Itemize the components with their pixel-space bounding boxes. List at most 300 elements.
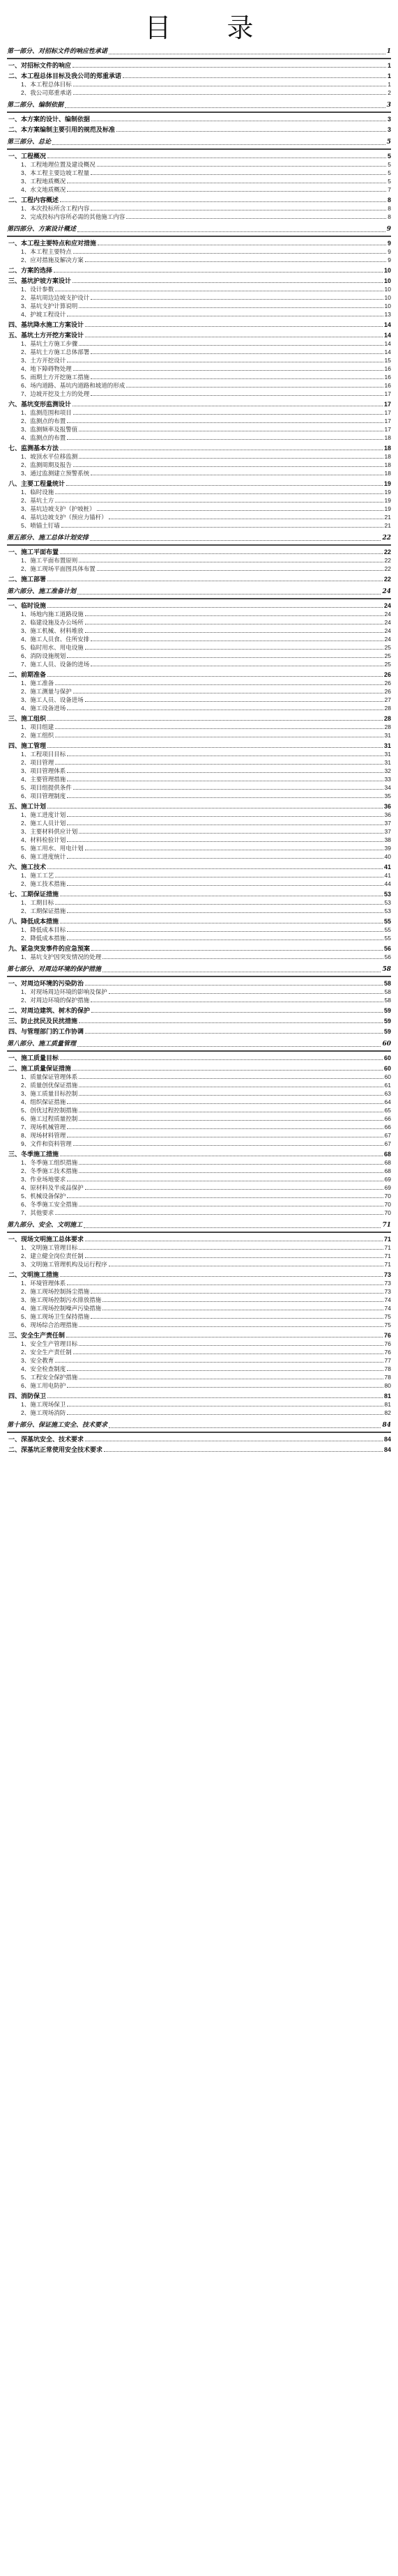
toc-entry-text: 5、项目组提供条件: [21, 784, 72, 791]
toc-entry-text: 4、安全检查制度: [21, 1365, 66, 1372]
part-divider: [7, 112, 391, 113]
toc-entry-text: 2、施工现场控制扬尘措施: [21, 1288, 90, 1295]
dot-leader: [97, 166, 387, 167]
toc-entry-page-number: 17: [383, 401, 391, 408]
toc-entry-page-number: 10: [384, 286, 391, 293]
toc-entry-sec[interactable]: [7, 1098, 391, 1106]
toc-entry-sec[interactable]: [7, 907, 391, 915]
toc-entry-sec[interactable]: [7, 660, 391, 668]
toc-entry-text: 二、前期准备: [8, 671, 47, 678]
toc-entry-text: 9、文件和资料管理: [21, 1140, 72, 1147]
dot-leader: [79, 307, 383, 308]
toc-entry-chap[interactable]: [7, 1017, 391, 1025]
toc-entry-page-number: 5: [387, 153, 391, 160]
toc-entry-sec[interactable]: [7, 953, 391, 961]
dot-leader: [79, 458, 383, 459]
toc-entry-sec[interactable]: [7, 827, 391, 836]
dot-leader: [102, 1301, 383, 1302]
dot-leader: [73, 1145, 383, 1146]
toc-entry-sec[interactable]: [7, 169, 391, 177]
toc-entry-text: 七、监测基本方法: [8, 445, 59, 452]
toc-entry-chap[interactable]: [7, 917, 391, 926]
toc-entry-chap[interactable]: [7, 601, 391, 610]
toc-entry-sec[interactable]: [7, 871, 391, 880]
toc-entry-page-number: 18: [384, 453, 391, 460]
toc-entry-sec[interactable]: [7, 505, 391, 513]
toc-entry-sec[interactable]: [7, 417, 391, 425]
toc-entry-text: 5、雨期土方开挖施工措施: [21, 374, 90, 381]
toc-entry-sec[interactable]: [7, 1365, 391, 1373]
toc-entry-sec[interactable]: [7, 836, 391, 844]
toc-entry-text: 1、场地内施工道路设施: [21, 611, 84, 618]
toc-entry-page-number: 31: [384, 732, 391, 739]
toc-entry-sec[interactable]: [7, 1209, 391, 1217]
toc-entry-text: 一、施工平面布置: [8, 549, 59, 555]
toc-entry-page-number: 55: [383, 918, 391, 925]
toc-entry-sec[interactable]: [7, 80, 391, 89]
toc-entry-page-number: 66: [384, 1115, 391, 1122]
toc-entry-sec[interactable]: [7, 1140, 391, 1148]
toc-entry-page-number: 16: [384, 374, 391, 381]
toc-entry-page-number: 70: [384, 1209, 391, 1216]
toc-entry-page-number: 58: [382, 966, 391, 973]
toc-entry-chap[interactable]: [7, 1392, 391, 1400]
dot-leader: [67, 1387, 383, 1388]
toc-entry-sec[interactable]: [7, 996, 391, 1004]
toc-entry-chap[interactable]: [7, 863, 391, 871]
toc-entry-page-number: 69: [384, 1184, 391, 1191]
toc-entry-part[interactable]: [7, 1221, 391, 1230]
toc-entry-text: 4、地下障碍物处理: [21, 365, 72, 372]
toc-entry-chap[interactable]: [7, 480, 391, 488]
dot-leader: [73, 414, 383, 415]
toc-entry-sec[interactable]: [7, 635, 391, 643]
toc-entry-sec[interactable]: [7, 1381, 391, 1390]
toc-entry-text: 四、与管理部门的工作协调: [8, 1028, 84, 1035]
toc-entry-sec[interactable]: [7, 213, 391, 221]
toc-entry-chap[interactable]: [7, 714, 391, 723]
toc-entry-sec[interactable]: [7, 390, 391, 398]
toc-entry-chap[interactable]: [7, 115, 391, 123]
toc-entry-sec[interactable]: [7, 247, 391, 256]
toc-entry-page-number: 5: [388, 169, 391, 176]
toc-entry-chap[interactable]: [7, 1006, 391, 1015]
toc-entry-sec[interactable]: [7, 1158, 391, 1167]
toc-entry-sec[interactable]: [7, 425, 391, 434]
toc-entry-sec[interactable]: [7, 844, 391, 852]
dot-leader: [60, 1059, 383, 1060]
toc-entry-text: 1、安全生产管理目标: [21, 1340, 78, 1347]
toc-entry-sec[interactable]: [7, 160, 391, 169]
toc-entry-text: 五、基坑土方开挖方案设计: [8, 332, 84, 339]
toc-entry-page-number: 68: [384, 1159, 391, 1166]
toc-entry-text: 6、项目管理制度: [21, 792, 66, 799]
toc-entry-chap[interactable]: [7, 548, 391, 556]
toc-entry-sec[interactable]: [7, 1192, 391, 1200]
toc-entry-part[interactable]: [7, 101, 391, 110]
dot-leader: [79, 1172, 383, 1173]
dot-leader: [79, 1120, 383, 1121]
toc-entry-sec[interactable]: [7, 1073, 391, 1081]
toc-entry-sec[interactable]: [7, 1114, 391, 1123]
toc-entry-sec[interactable]: [7, 1400, 391, 1409]
toc-entry-text: 第七部分、对周边环境的保护措施: [7, 966, 102, 973]
dot-leader: [67, 912, 383, 913]
toc-entry-chap[interactable]: [7, 125, 391, 134]
toc-entry-part[interactable]: [7, 588, 391, 597]
toc-entry-page-number: 55: [384, 935, 391, 942]
toc-entry-sec[interactable]: [7, 1356, 391, 1365]
toc-entry-text: 4、原材料及半成品保护: [21, 1184, 84, 1191]
dot-leader: [91, 1012, 383, 1013]
toc-entry-sec[interactable]: [7, 1373, 391, 1381]
toc-entry-page-number: 5: [386, 139, 391, 146]
toc-entry-part[interactable]: [7, 1421, 391, 1430]
toc-entry-page-number: 35: [384, 792, 391, 799]
toc-entry-page-number: 17: [384, 426, 391, 433]
toc-entry-text: 2、降低成本措施: [21, 935, 66, 942]
toc-entry-page-number: 14: [384, 348, 391, 355]
toc-entry-sec[interactable]: [7, 1106, 391, 1114]
dot-leader: [60, 553, 383, 554]
toc-entry-chap[interactable]: [7, 72, 391, 80]
toc-entry-text: 4、组织保证措施: [21, 1098, 66, 1105]
toc-entry-sec[interactable]: [7, 758, 391, 767]
toc-entry-sec[interactable]: [7, 723, 391, 731]
toc-entry-chap[interactable]: [7, 1027, 391, 1036]
dot-leader: [67, 841, 383, 842]
dot-leader: [126, 218, 386, 219]
toc-entry-sec[interactable]: [7, 926, 391, 934]
toc-entry-page-number: 76: [383, 1332, 391, 1339]
toc-entry-sec[interactable]: [7, 898, 391, 907]
dot-leader: [47, 1397, 383, 1398]
toc-entry-part[interactable]: [7, 47, 391, 56]
toc-entry-chap[interactable]: [7, 239, 391, 247]
toc-entry-chap[interactable]: [7, 890, 391, 898]
toc-entry-page-number: 18: [384, 461, 391, 468]
toc-entry-chap[interactable]: [7, 266, 391, 275]
toc-entry-sec[interactable]: [7, 293, 391, 302]
dot-leader: [47, 720, 383, 721]
toc-entry-sec[interactable]: [7, 704, 391, 712]
toc-entry-page-number: 32: [384, 767, 391, 774]
toc-entry-chap[interactable]: [7, 1235, 391, 1243]
toc-entry-sec[interactable]: [7, 365, 391, 373]
toc-entry-page-number: 24: [382, 588, 391, 595]
toc-entry-chap[interactable]: [7, 444, 391, 452]
toc-entry-text: 3、施工质量目标控制: [21, 1090, 78, 1097]
toc-entry-chap[interactable]: [7, 1446, 391, 1454]
toc-entry-sec[interactable]: [7, 731, 391, 739]
toc-entry-text: 5、施工现场卫生保持措施: [21, 1313, 90, 1320]
toc-entry-text: 3、监测频率及报警值: [21, 426, 78, 433]
toc-entry-text: 3、通过监测建立预警系统: [21, 470, 90, 477]
toc-entry-sec[interactable]: [7, 852, 391, 861]
toc-entry-chap[interactable]: [7, 1271, 391, 1279]
toc-entry-text: 1、设计参数: [21, 286, 54, 293]
toc-entry-sec[interactable]: [7, 679, 391, 687]
toc-entry-sec[interactable]: [7, 565, 391, 573]
toc-entry-page-number: 10: [384, 302, 391, 309]
toc-entry-page-number: 73: [383, 1271, 391, 1278]
toc-entry-text: 二、工程内容概述: [8, 197, 59, 204]
toc-entry-sec[interactable]: [7, 488, 391, 496]
toc-entry-sec[interactable]: [7, 1340, 391, 1348]
dot-leader: [65, 107, 385, 108]
toc-entry-chap[interactable]: [7, 277, 391, 285]
toc-entry-sec[interactable]: [7, 1167, 391, 1175]
dot-leader: [116, 131, 386, 132]
toc-entry-sec[interactable]: [7, 185, 391, 194]
toc-entry-sec[interactable]: [7, 819, 391, 827]
toc-entry-text: 二、本方案编制主要引用的规范及标准: [8, 126, 116, 133]
toc-entry-page-number: 8: [387, 197, 391, 204]
toc-entry-sec[interactable]: [7, 434, 391, 442]
toc-entry-sec[interactable]: [7, 310, 391, 319]
toc-entry-sec[interactable]: [7, 556, 391, 565]
toc-entry-page-number: 21: [384, 522, 391, 529]
toc-entry-chap[interactable]: [7, 1054, 391, 1062]
toc-entry-text: 4、施工设备进场: [21, 705, 66, 712]
toc-entry-sec[interactable]: [7, 204, 391, 213]
toc-entry-page-number: 22: [383, 549, 391, 555]
toc-entry-text: 1、基坑土方施工步骤: [21, 340, 78, 347]
toc-entry-page-number: 71: [384, 1244, 391, 1251]
toc-entry-sec[interactable]: [7, 452, 391, 461]
toc-entry-page-number: 76: [384, 1340, 391, 1347]
toc-entry-text: 2、基坑土方: [21, 497, 54, 504]
toc-entry-sec[interactable]: [7, 408, 391, 417]
toc-entry-page-number: 84: [383, 1436, 391, 1443]
toc-entry-page-number: 1: [386, 48, 391, 55]
toc-entry-text: 6、冬季施工安全措施: [21, 1201, 78, 1208]
toc-entry-sec[interactable]: [7, 1081, 391, 1089]
toc-entry-part[interactable]: [7, 225, 391, 234]
toc-entry-text: 第六部分、施工准备计划: [7, 588, 77, 595]
toc-entry-sec[interactable]: [7, 348, 391, 356]
toc-entry-page-number: 60: [383, 1055, 391, 1061]
toc-entry-sec[interactable]: [7, 988, 391, 996]
dot-leader: [91, 1293, 383, 1294]
toc-entry-page-number: 9: [386, 226, 391, 233]
toc-entry-sec[interactable]: [7, 1348, 391, 1356]
toc-entry-text: 六、基坑变形监测设计: [8, 401, 72, 408]
dot-leader: [90, 540, 381, 541]
toc-entry-text: 七、工期保证措施: [8, 891, 59, 898]
dot-leader: [67, 1103, 383, 1104]
toc-entry-chap[interactable]: [7, 400, 391, 408]
toc-entry-sec[interactable]: [7, 285, 391, 293]
toc-entry-text: 2、监测周期及报告: [21, 461, 72, 468]
toc-entry-sec[interactable]: [7, 750, 391, 758]
toc-entry-page-number: 67: [384, 1140, 391, 1147]
toc-entry-text: 1、环境管理体系: [21, 1280, 66, 1287]
dot-leader: [85, 1257, 383, 1258]
toc-entry-text: 1、施工平面布置原则: [21, 557, 78, 564]
toc-entry-sec[interactable]: [7, 627, 391, 635]
toc-entry-sec[interactable]: [7, 1312, 391, 1321]
dot-leader: [79, 1249, 383, 1250]
toc-entry-sec[interactable]: [7, 89, 391, 97]
toc-entry-text: 1、质量保证管理体系: [21, 1073, 78, 1080]
toc-entry-sec[interactable]: [7, 687, 391, 696]
toc-entry-text: 2、对周边环境的保护措施: [21, 997, 90, 1004]
toc-entry-page-number: 28: [383, 715, 391, 722]
toc-entry-page-number: 81: [384, 1401, 391, 1408]
toc-entry-text: 2、施工现场消防: [21, 1409, 66, 1416]
toc-entry-sec[interactable]: [7, 513, 391, 521]
toc-entry-sec[interactable]: [7, 1200, 391, 1209]
toc-entry-page-number: 1: [388, 81, 391, 88]
dot-leader: [67, 1370, 383, 1371]
toc-entry-chap[interactable]: [7, 1150, 391, 1158]
toc-entry-sec[interactable]: [7, 1304, 391, 1312]
toc-entry-sec[interactable]: [7, 880, 391, 888]
dot-leader: [85, 261, 387, 262]
toc-entry-page-number: 53: [384, 899, 391, 906]
toc-entry-sec[interactable]: [7, 461, 391, 469]
toc-entry-page-number: 10: [384, 294, 391, 301]
toc-entry-text: 4、施工现场控制噪声污染措施: [21, 1305, 102, 1312]
toc-entry-page-number: 75: [384, 1313, 391, 1320]
toc-entry-page-number: 14: [384, 340, 391, 347]
toc-entry-sec[interactable]: [7, 256, 391, 264]
toc-entry-chap[interactable]: [7, 321, 391, 329]
toc-entry-sec[interactable]: [7, 521, 391, 530]
toc-entry-sec[interactable]: [7, 1123, 391, 1131]
toc-entry-chap[interactable]: [7, 196, 391, 204]
toc-entry-page-number: 3: [387, 116, 391, 123]
toc-entry-sec[interactable]: [7, 381, 391, 390]
toc-entry-sec[interactable]: [7, 302, 391, 310]
dot-leader: [97, 510, 383, 511]
toc-entry-text: 五、施工计划: [8, 803, 47, 810]
toc-entry-sec[interactable]: [7, 652, 391, 660]
toc-entry-sec[interactable]: [7, 469, 391, 477]
toc-entry-sec[interactable]: [7, 1296, 391, 1304]
dot-leader: [47, 868, 383, 869]
toc-entry-page-number: 70: [384, 1201, 391, 1208]
toc-entry-page-number: 24: [384, 627, 391, 634]
toc-entry-chap[interactable]: [7, 1435, 391, 1443]
toc-entry-page-number: 16: [384, 365, 391, 372]
dot-leader: [67, 191, 386, 192]
dot-leader: [54, 272, 383, 273]
toc-entry-page-number: 53: [384, 907, 391, 914]
toc-entry-sec[interactable]: [7, 767, 391, 775]
toc-entry-chap[interactable]: [7, 742, 391, 750]
toc-entry-sec[interactable]: [7, 1183, 391, 1192]
toc-entry-part[interactable]: [7, 138, 391, 147]
toc-entry-page-number: 71: [383, 1236, 391, 1243]
toc-entry-page-number: 28: [384, 723, 391, 730]
toc-entry-sec[interactable]: [7, 1175, 391, 1183]
toc-entry-chap[interactable]: [7, 331, 391, 339]
toc-entry-sec[interactable]: [7, 783, 391, 792]
toc-entry-text: 三、基坑护坡方案设计: [8, 277, 72, 284]
toc-entry-chap[interactable]: [7, 944, 391, 953]
toc-entry-sec[interactable]: [7, 496, 391, 505]
toc-entry-chap[interactable]: [7, 152, 391, 160]
toc-entry-text: 一、本工程主要特点和应对措施: [8, 240, 97, 247]
toc-entry-chap[interactable]: [7, 61, 391, 70]
toc-entry-sec[interactable]: [7, 1089, 391, 1098]
toc-entry-chap[interactable]: [7, 575, 391, 583]
toc-entry-sec[interactable]: [7, 618, 391, 627]
toc-entry-page-number: 41: [383, 864, 391, 871]
dot-leader: [67, 657, 383, 658]
toc-entry-sec[interactable]: [7, 1279, 391, 1287]
toc-entry-text: 2、临建设施及办公场所: [21, 619, 84, 626]
toc-entry-chap[interactable]: [7, 979, 391, 988]
toc-entry-part[interactable]: [7, 1040, 391, 1049]
toc-entry-part[interactable]: [7, 965, 391, 974]
toc-entry-text: 5、施工用水、用电计划: [21, 845, 84, 852]
toc-entry-sec[interactable]: [7, 1287, 391, 1296]
dot-leader: [109, 993, 383, 994]
toc-entry-page-number: 18: [384, 434, 391, 441]
toc-entry-sec[interactable]: [7, 1260, 391, 1268]
toc-entry-text: 3、土方开挖设计: [21, 357, 66, 364]
dot-leader: [102, 958, 383, 959]
toc-entry-sec[interactable]: [7, 373, 391, 381]
toc-entry-sec[interactable]: [7, 1131, 391, 1140]
dot-leader: [52, 144, 385, 145]
toc-entry-sec[interactable]: [7, 792, 391, 800]
toc-entry-sec[interactable]: [7, 177, 391, 185]
toc-entry-text: 二、文明施工措施: [8, 1271, 59, 1278]
toc-entry-sec[interactable]: [7, 1321, 391, 1329]
part-divider: [7, 236, 391, 237]
toc-entry-page-number: 67: [384, 1132, 391, 1139]
toc-entry-text: 1、临时设施: [21, 489, 54, 496]
toc-entry-page-number: 3: [387, 126, 391, 133]
dot-leader: [104, 1451, 383, 1452]
toc-entry-page-number: 7: [388, 186, 391, 193]
toc-entry-part[interactable]: [7, 534, 391, 543]
toc-entry-text: 4、护坡工程设计: [21, 311, 66, 318]
toc-entry-sec[interactable]: [7, 1252, 391, 1260]
toc-entry-sec[interactable]: [7, 696, 391, 704]
toc-entry-page-number: 70: [384, 1193, 391, 1199]
toc-entry-page-number: 71: [384, 1261, 391, 1268]
toc-entry-page-number: 82: [384, 1409, 391, 1416]
toc-entry-sec[interactable]: [7, 643, 391, 652]
toc-entry-sec[interactable]: [7, 775, 391, 783]
toc-entry-text: 5、创优过程控制措施: [21, 1107, 78, 1114]
toc-entry-sec[interactable]: [7, 339, 391, 348]
toc-entry-chap[interactable]: [7, 670, 391, 679]
toc-entry-text: 三、安全生产责任制: [8, 1332, 66, 1339]
toc-entry-sec[interactable]: [7, 934, 391, 942]
dot-leader: [67, 816, 383, 817]
toc-entry-text: 3、施工现场控制污水排放措施: [21, 1296, 102, 1303]
toc-entry-chap[interactable]: [7, 1064, 391, 1073]
toc-entry-page-number: 71: [384, 1252, 391, 1259]
toc-entry-sec[interactable]: [7, 1243, 391, 1252]
toc-entry-chap[interactable]: [7, 1331, 391, 1340]
toc-entry-sec[interactable]: [7, 811, 391, 819]
toc-entry-chap[interactable]: [7, 802, 391, 811]
toc-entry-page-number: 33: [384, 776, 391, 783]
toc-entry-text: 7、边坡开挖及土方的处理: [21, 390, 90, 397]
toc-entry-page-number: 25: [384, 652, 391, 659]
toc-entry-sec[interactable]: [7, 610, 391, 618]
toc-entry-sec[interactable]: [7, 1409, 391, 1417]
toc-entry-sec[interactable]: [7, 356, 391, 365]
dot-leader: [67, 885, 383, 886]
